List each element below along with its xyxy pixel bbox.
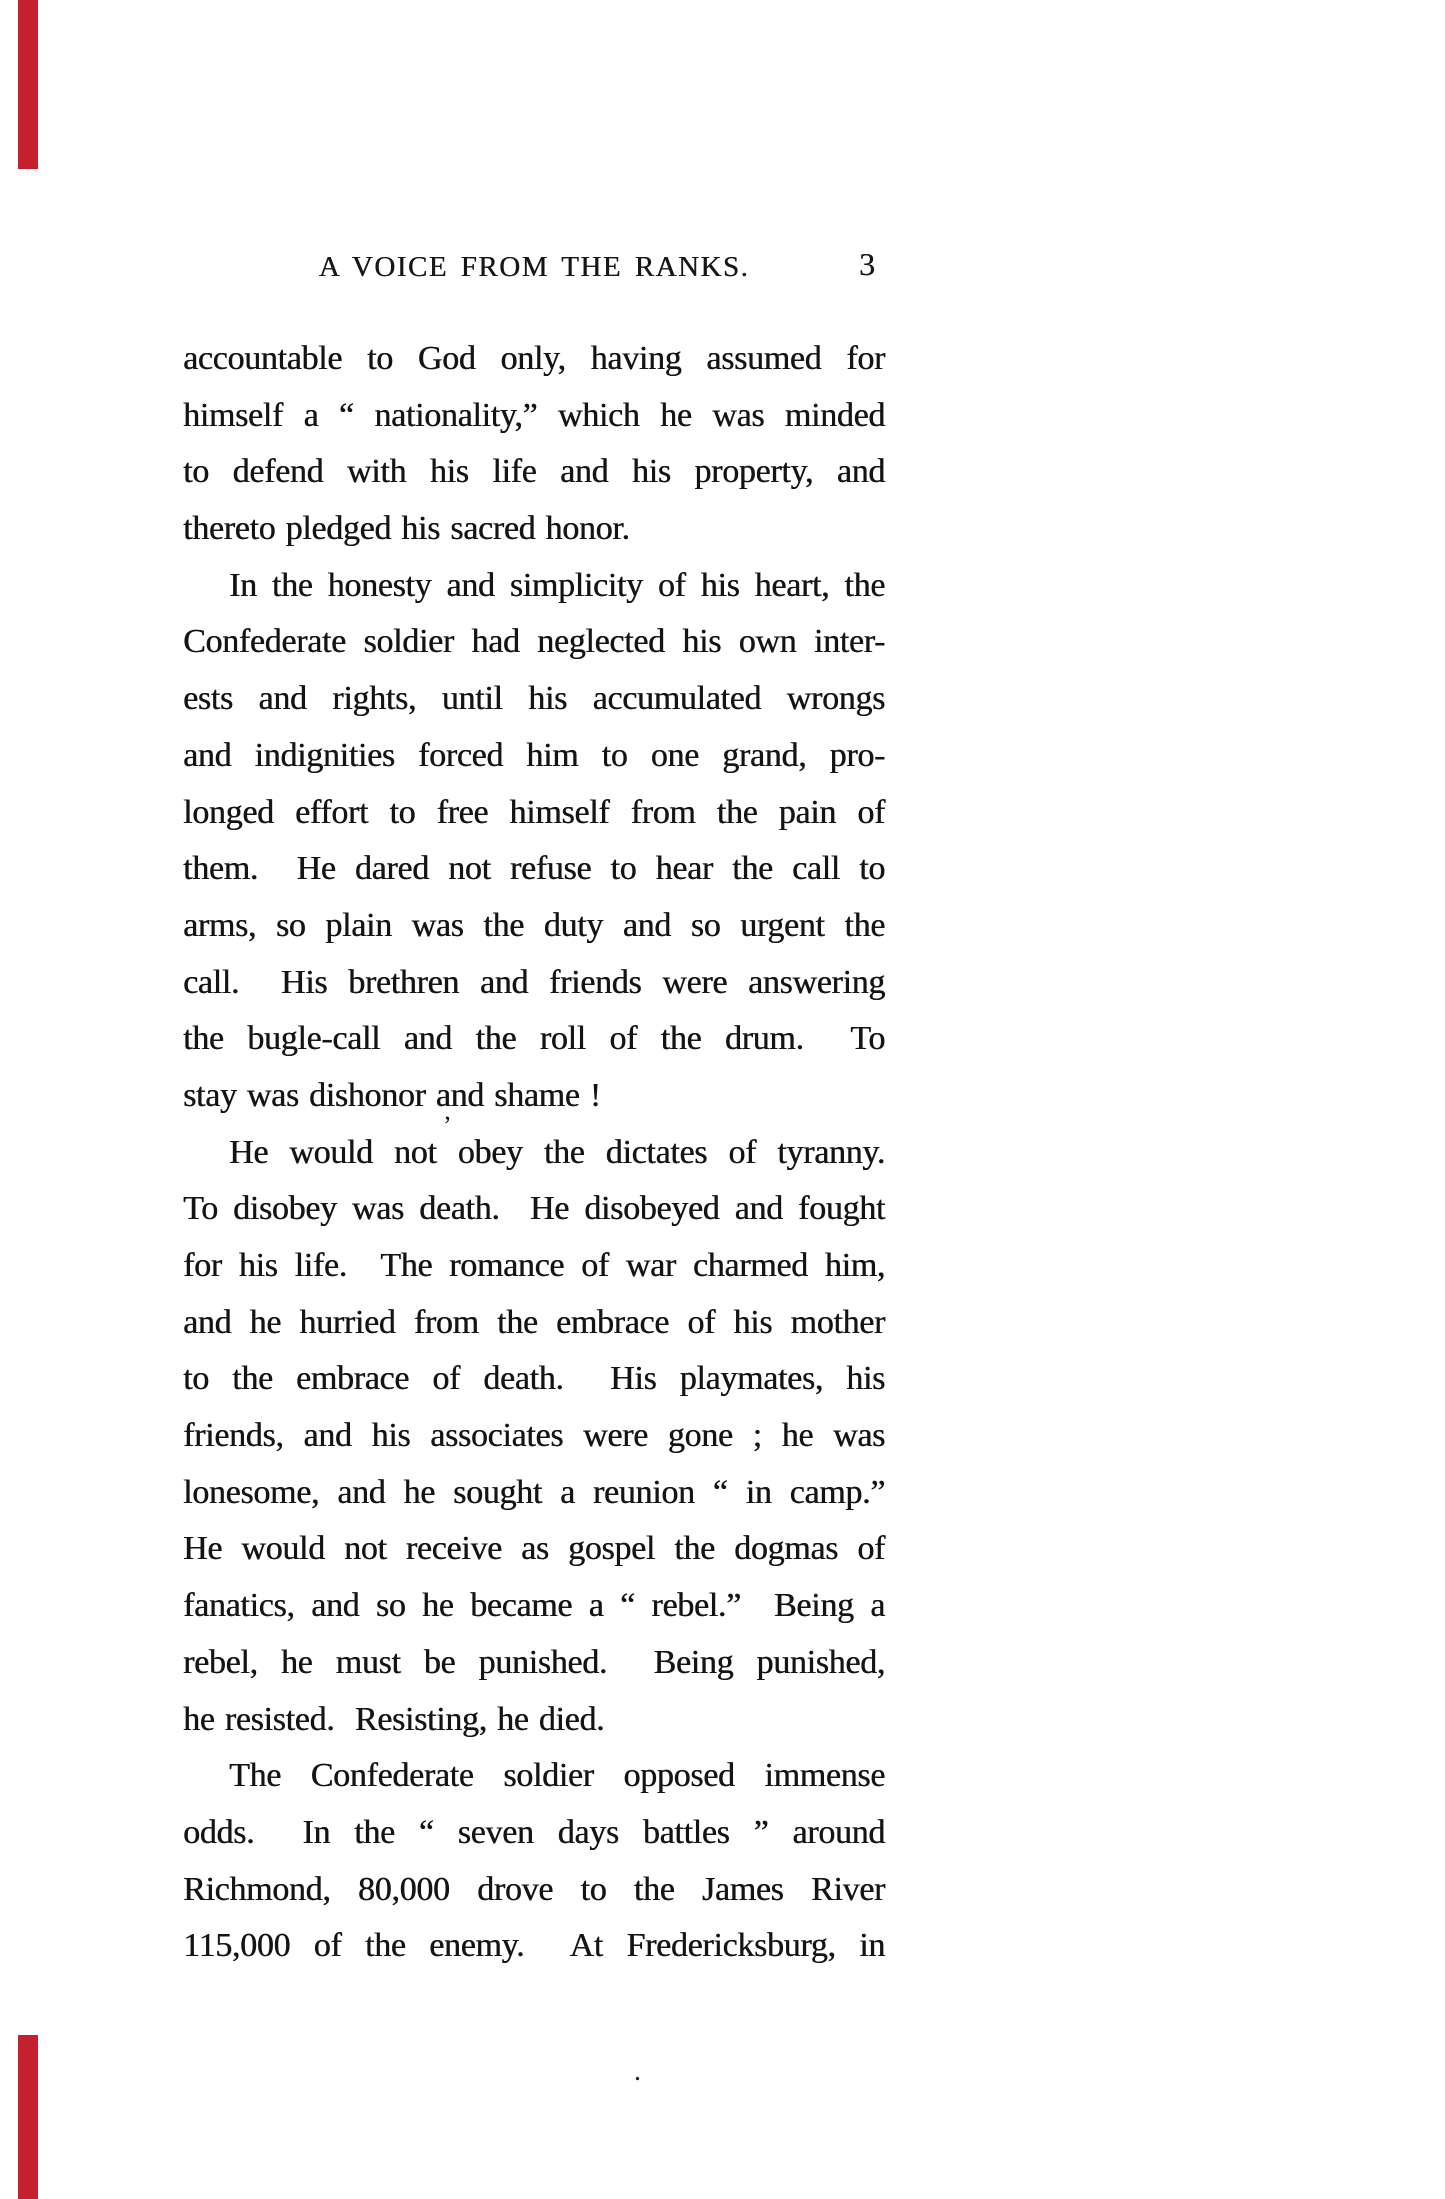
text-line: to the embrace of death. His playmates, his xyxy=(183,1360,885,1398)
page-header xyxy=(183,246,885,289)
text-line: himself a “ nationality,” which he was minded xyxy=(183,396,885,434)
text-line: and he hurried from the embrace of his mother xyxy=(183,1303,885,1341)
text-line: The Confederate soldier opposed immense xyxy=(229,1757,885,1795)
text-line: He would not obey the dictates of tyranny. xyxy=(229,1133,885,1171)
scan-speck-dot: . xyxy=(634,2056,641,2087)
text-line: friends, and his associates were gone ; he was xyxy=(183,1417,885,1455)
red-edge-mark-top xyxy=(18,0,38,169)
scan-speck-apostrophe: ’ xyxy=(443,1111,452,1140)
page-title: A VOICE FROM THE RANKS. xyxy=(318,251,750,283)
text-line: he resisted. Resisting, he died. xyxy=(183,1700,605,1738)
text-line: 115,000 of the enemy. At Fredericksburg, in xyxy=(183,1927,885,1965)
text-line: and indignities forced him to one grand, pro- xyxy=(183,736,885,774)
text-line: lonesome, and he sought a reunion “ in camp.” xyxy=(183,1473,885,1511)
text-line: Richmond, 80,000 drove to the James River xyxy=(183,1870,885,1908)
text-line: thereto pledged his sacred honor. xyxy=(183,510,630,548)
text-line: call. His brethren and friends were answering xyxy=(183,963,885,1001)
text-line: fanatics, and so he became a “ rebel.” Being a xyxy=(183,1587,885,1625)
text-block xyxy=(183,331,885,1975)
text-line: rebel, he must be punished. Being punished, xyxy=(183,1643,885,1681)
text-line: ests and rights, until his accumulated wrongs xyxy=(183,680,885,718)
text-line: arms, so plain was the duty and so urgent the xyxy=(183,906,885,944)
page-number: 3 xyxy=(859,246,875,282)
text-line: longed effort to free himself from the pain of xyxy=(183,793,885,831)
text-line: To disobey was death. He disobeyed and fought xyxy=(183,1190,885,1228)
text-line: them. He dared not refuse to hear the call to xyxy=(183,850,885,888)
text-line: In the honesty and simplicity of his heart, the xyxy=(229,566,885,604)
text-line: to defend with his life and his property, and xyxy=(183,453,885,491)
text-line: accountable to God only, having assumed for xyxy=(183,340,885,377)
text-line: the bugle-call and the roll of the drum. To xyxy=(183,1020,885,1058)
text-line: stay was dishonor and shame ! xyxy=(183,1076,601,1114)
red-edge-mark-bottom xyxy=(18,2035,38,2199)
text-line: odds. In the “ seven days battles ” around xyxy=(183,1813,885,1851)
text-line: He would not receive as gospel the dogmas of xyxy=(183,1530,885,1568)
text-line: for his life. The romance of war charmed him, xyxy=(183,1247,885,1284)
text-line: Confederate soldier had neglected his own inter- xyxy=(183,623,885,661)
